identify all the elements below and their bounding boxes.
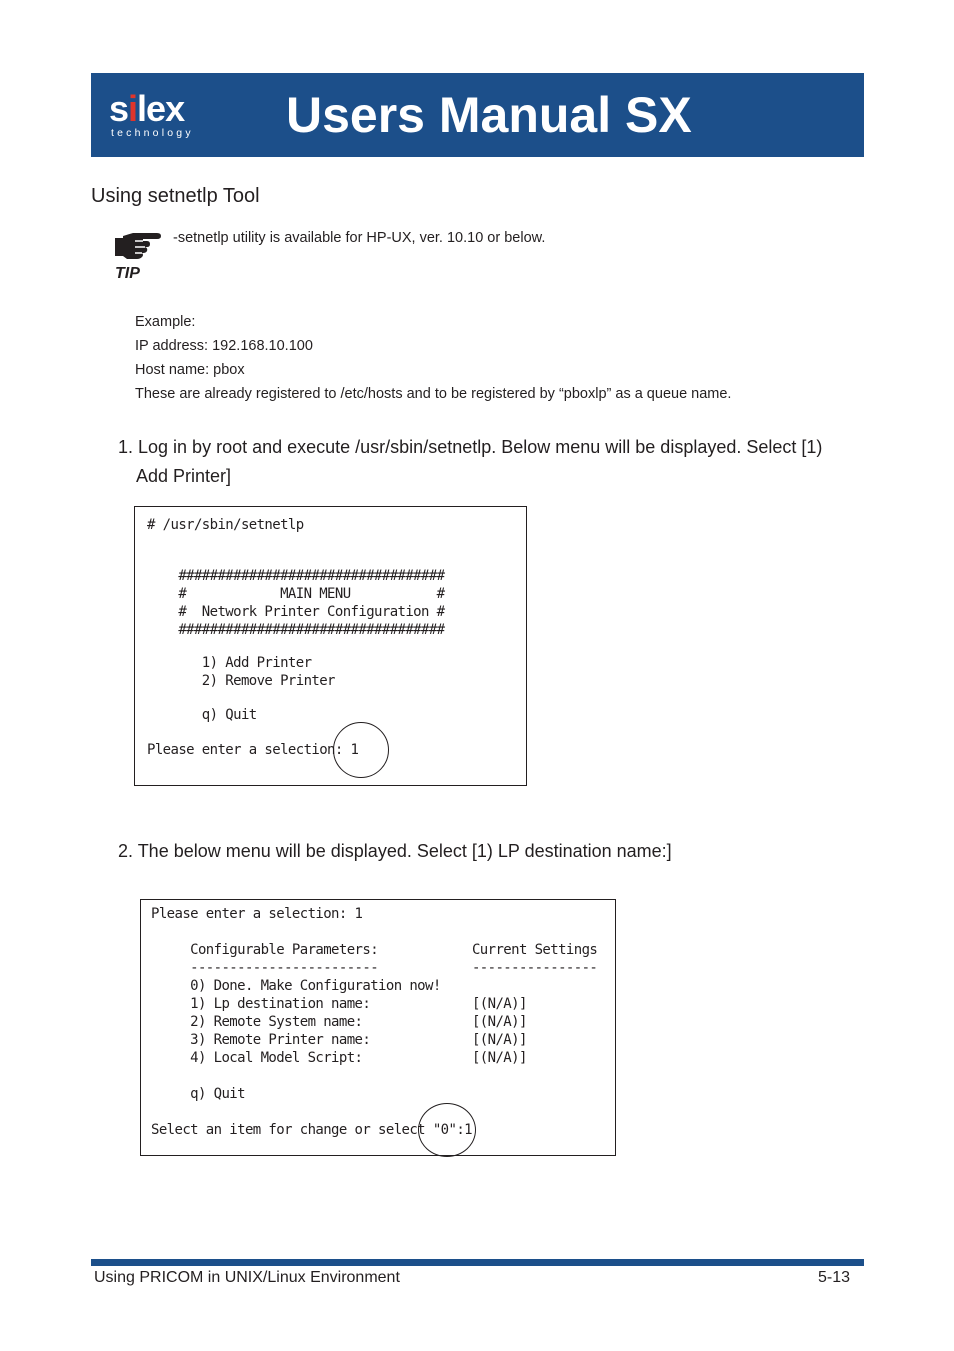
terminal-line: # MAIN MENU # [147,586,445,602]
highlight-circle [418,1103,476,1157]
step-2: 2. The below menu will be displayed. Select [1) LP destination name:] [118,841,672,861]
terminal-line: Please enter a selection: 1 [151,906,363,922]
terminal-line: 4) Local Model Script: [(N/A)] [151,1050,527,1066]
step-1 [118,433,878,491]
silex-logo [109,88,209,141]
terminal-line: q) Quit [147,707,257,723]
terminal-line: Configurable Parameters: Current Settings [151,942,598,958]
page-number: 5-13 [817,1269,850,1286]
example-line: IP address: 192.168.10.100 [135,338,313,354]
header-banner [91,73,864,157]
terminal-config-menu [140,899,616,1156]
terminal-line: Select an item for change or select "0":1 [151,1122,472,1138]
terminal-line: 2) Remove Printer [147,673,335,689]
terminal-line: # Network Printer Configuration # [147,604,445,620]
terminal-line: # /usr/sbin/setnetlp [147,517,304,533]
terminal-line: 1) Lp destination name: [(N/A)] [151,996,527,1012]
section-title: Using setnetlp Tool [91,185,260,207]
tip-text: -setnetlp utility is available for HP-UX, ver. 10.10 or below. [173,230,546,246]
example-line: Example: [135,314,196,330]
example-line: Host name: pbox [135,362,245,378]
logo-wordmark: silex [109,88,185,129]
terminal-line: 0) Done. Make Configuration now! [151,978,441,994]
terminal-line: ################################## [147,568,445,584]
terminal-line: q) Quit [151,1086,245,1102]
example-line: These are already registered to /etc/hosts and to be registered by “pboxlp” as a queue name. [135,386,732,402]
footer-chapter: Using PRICOM in UNIX/Linux Environment [94,1269,400,1286]
terminal-line: 3) Remote Printer name: [(N/A)] [151,1032,527,1048]
terminal-line: 1) Add Printer [147,655,312,671]
footer-bar [91,1259,864,1266]
terminal-line: Please enter a selection: 1 [147,742,359,758]
terminal-line: ################################## [147,622,445,638]
pointing-hand-icon [113,229,163,261]
highlight-circle [333,722,389,778]
terminal-line: ------------------------ ---------------- [151,960,598,976]
step-1-line: Add Printer] [136,466,232,486]
step-1-line: 1. Log in by root and execute /usr/sbin/setnetlp. Below menu will be displayed. Select [1) [118,437,823,457]
terminal-main-menu [134,506,527,786]
terminal-line: 2) Remote System name: [(N/A)] [151,1014,527,1030]
manual-title: Users Manual SX [286,87,692,143]
logo-subtext: technology [111,127,194,139]
example-block [135,310,731,406]
tip-label: TIP [115,265,140,282]
